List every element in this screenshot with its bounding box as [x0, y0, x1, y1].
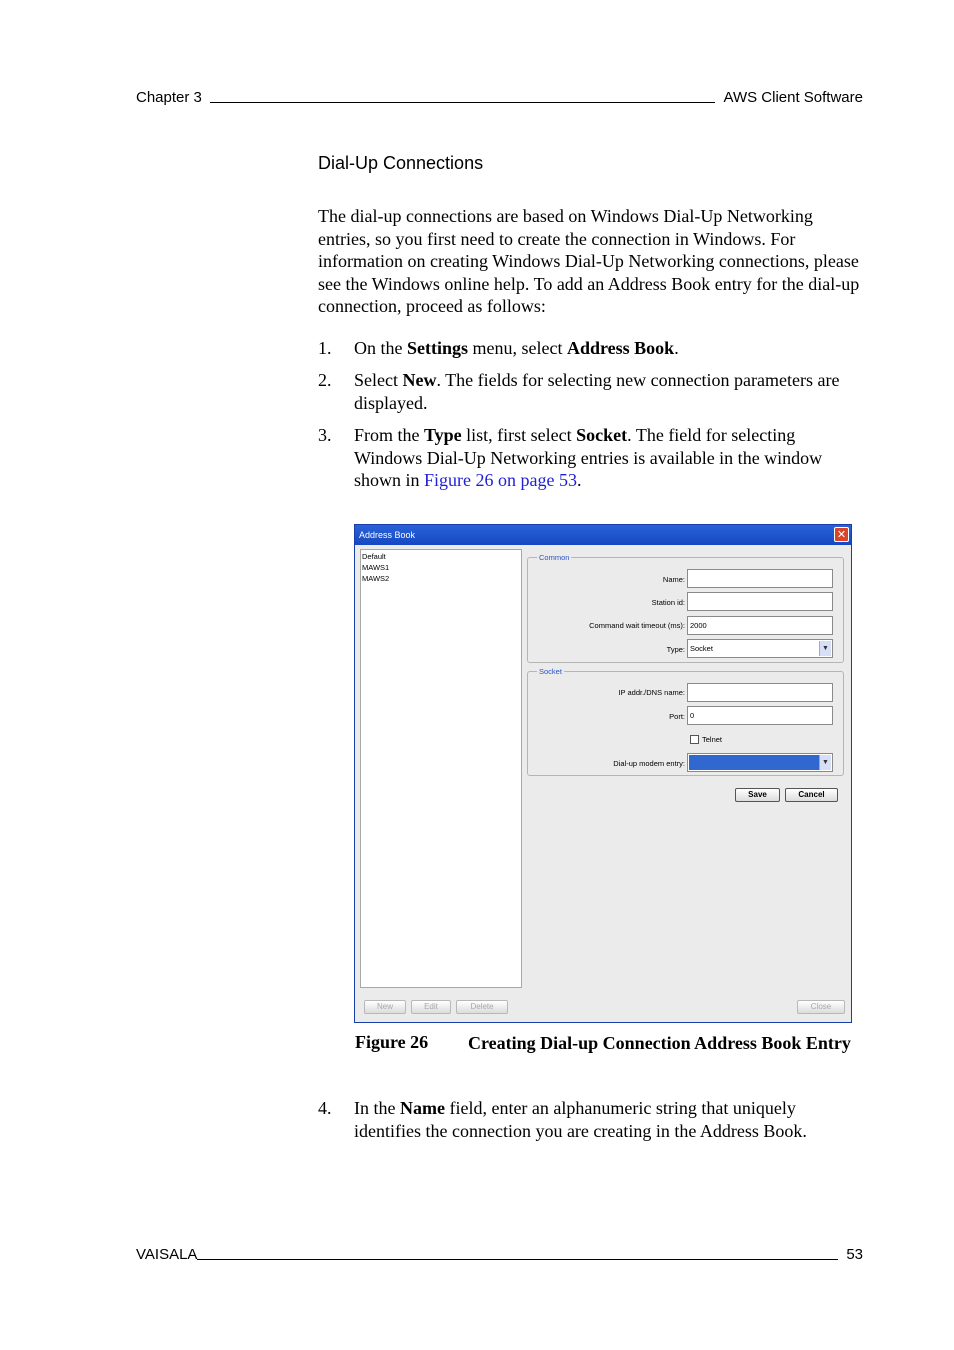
type-select-value: Socket	[690, 644, 713, 653]
footer-company: VAISALA	[136, 1246, 198, 1263]
step-number: 3.	[318, 425, 332, 445]
step-text-part: . The fields for selecting new connection parameters are displayed.	[354, 370, 840, 413]
step-bold-term: Name	[399, 1098, 445, 1118]
list-item[interactable]: Default	[362, 552, 386, 561]
step-bold-term: New	[402, 370, 437, 390]
common-group-title: Common	[539, 553, 570, 562]
header-book-title: AWS Client Software	[723, 89, 863, 106]
figure-caption-label: Figure 26	[355, 1032, 429, 1052]
dialup-select-highlight	[689, 755, 819, 770]
intro-paragraph: The dial-up connections are based on Windows Dial-Up Networking entries, so you first need to create the connection in Windows. For information on creating Windows Dial-Up Networking connections, please see the Windows online help. To add an Address Book entry for the dial-up connection, proceed as follows:	[318, 206, 860, 316]
list-item[interactable]: MAWS2	[362, 574, 390, 583]
ip-field[interactable]	[687, 683, 833, 702]
page-header	[136, 86, 863, 106]
name-field[interactable]	[687, 569, 833, 588]
step-text-part: menu, select	[468, 338, 567, 358]
chevron-down-icon[interactable]: ▼	[819, 641, 831, 656]
window-titlebar	[355, 525, 851, 545]
list-item[interactable]: MAWS1	[362, 563, 390, 572]
step-bold-term: Settings	[407, 338, 469, 358]
type-label: Type:	[666, 645, 685, 654]
cancel-button[interactable]: Cancel	[785, 788, 838, 802]
page-footer	[136, 1243, 863, 1263]
window-title: Address Book	[359, 530, 416, 540]
section-title: Dial-Up Connections	[318, 153, 484, 173]
delete-button[interactable]: Delete	[456, 1000, 508, 1014]
socket-group-title: Socket	[539, 667, 562, 676]
name-label: Name:	[662, 575, 685, 584]
step-bold-term: Type	[424, 425, 462, 445]
port-label: Port:	[669, 712, 685, 721]
header-rule	[210, 101, 715, 103]
dialup-label: Dial-up modem entry:	[613, 759, 685, 768]
step-number: 1.	[318, 338, 332, 358]
step-text-part: list, first select	[461, 425, 577, 445]
station-id-label: Station id:	[651, 598, 685, 607]
step-bold-term: Address Book	[566, 338, 675, 358]
telnet-label: Telnet	[702, 735, 723, 744]
timeout-field[interactable]: 2000	[687, 616, 833, 635]
step-text-part: Select	[354, 370, 403, 390]
type-select[interactable]	[687, 639, 833, 658]
chevron-down-icon[interactable]: ▼	[819, 755, 831, 770]
save-button[interactable]: Save	[735, 788, 780, 802]
step-number: 4.	[318, 1098, 332, 1118]
step-text	[354, 1097, 864, 1142]
ip-label: IP addr./DNS name:	[618, 688, 685, 697]
step-text-part: From the	[354, 425, 424, 445]
new-button[interactable]: New	[364, 1000, 406, 1014]
step-text-part: . The field for selecting Windows Dial-Up Networking entries is available in the window shown in	[354, 425, 823, 490]
dialup-select[interactable]	[687, 753, 833, 772]
step-text-part: .	[577, 470, 582, 490]
close-icon[interactable]: ✕	[834, 527, 849, 542]
step-number: 2.	[318, 370, 332, 390]
page-number: 53	[846, 1246, 863, 1263]
step-text-part: .	[674, 338, 679, 358]
step-text-part: field, enter an alphanumeric string that uniquely identifies the connection you are creating in the Address Book.	[354, 1098, 807, 1141]
footer-rule	[197, 1258, 838, 1260]
header-chapter: Chapter 3	[136, 89, 202, 106]
edit-button[interactable]: Edit	[411, 1000, 451, 1014]
timeout-label: Command wait timeout (ms):	[589, 621, 685, 630]
step-text	[354, 424, 864, 492]
step-text	[354, 369, 864, 414]
step-text-part: In the	[354, 1098, 400, 1118]
station-id-field[interactable]	[687, 592, 833, 611]
figure-caption-text: Creating Dial-up Connection Address Book Entry	[468, 1033, 851, 1053]
step-text-part: On the	[354, 338, 407, 358]
port-field[interactable]: 0	[687, 706, 833, 725]
step-text	[354, 337, 864, 360]
telnet-checkbox[interactable]	[690, 735, 699, 744]
address-book-window	[354, 524, 852, 1023]
step-bold-term: Socket	[576, 425, 628, 445]
close-button[interactable]: Close	[797, 1000, 845, 1014]
figure-link[interactable]: Figure 26 on page 53	[424, 470, 577, 490]
